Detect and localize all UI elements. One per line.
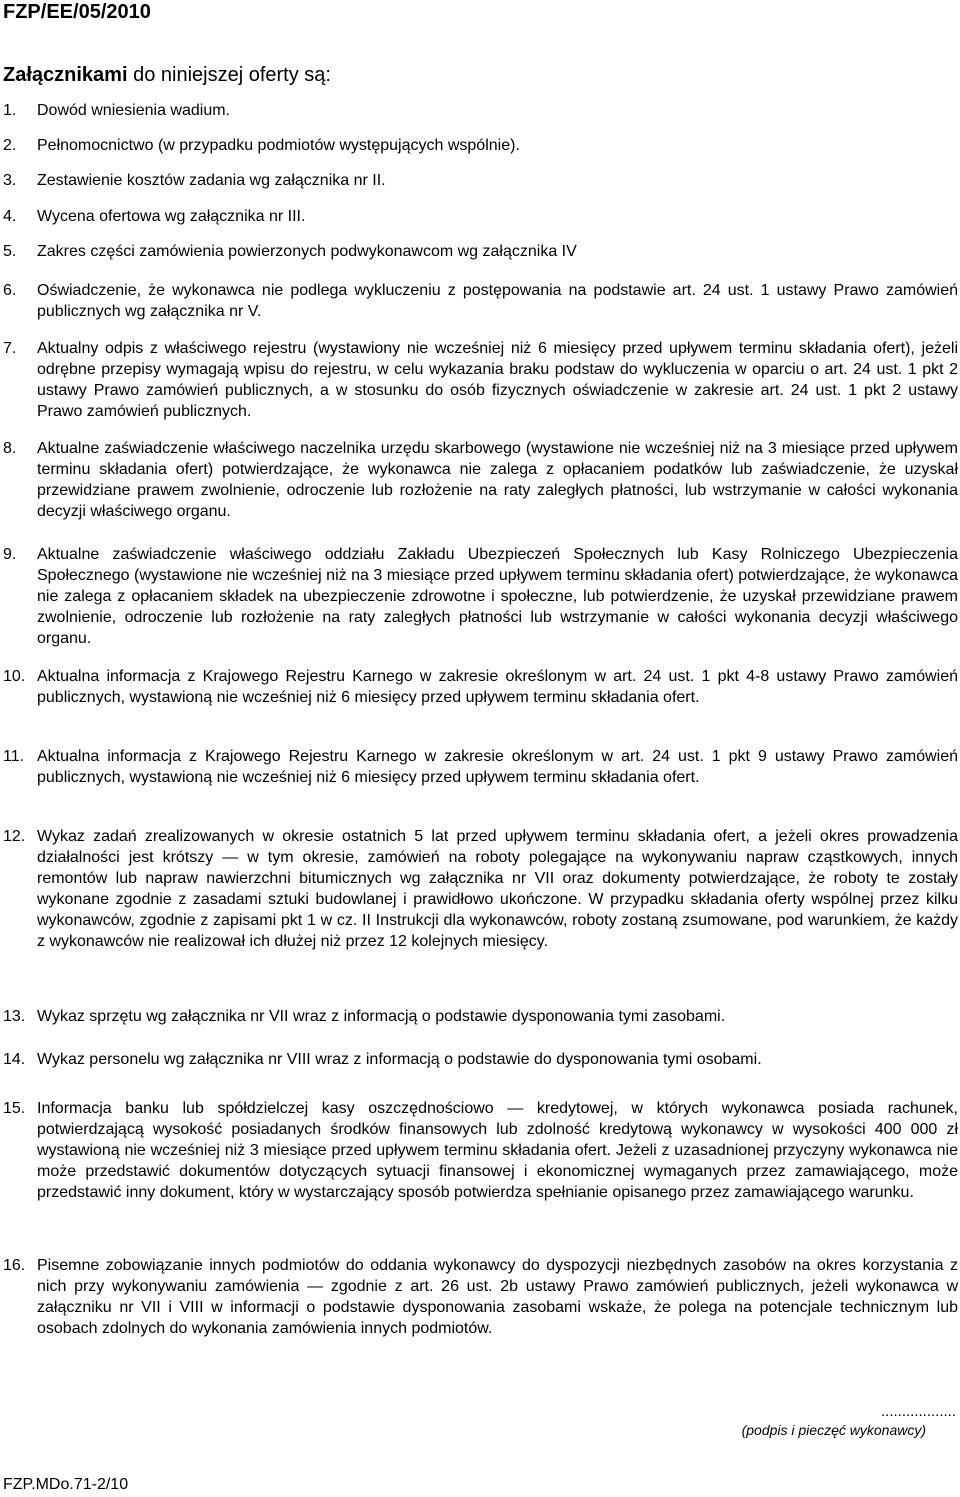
item-text: Aktualna informacja z Krajowego Rejestru Karnego w zakresie określonym w art. 24 ust. 1 pkt 4-8 ustawy Prawo zamówień publicznych, wystawioną nie wcześniej niż 6 miesięcy przed upływem terminu składania ofert. xyxy=(37,668,958,706)
item-text: Oświadczenie, że wykonawca nie podlega wykluczeniu z postępowania na podstawie art. 24 ust. 1 ustawy Prawo zamówień publicznych wg załącznika nr V. xyxy=(37,282,958,320)
list-item xyxy=(3,666,958,708)
list-item xyxy=(3,241,958,262)
item-text: Wycena ofertowa wg załącznika nr III. xyxy=(37,208,306,225)
list-item xyxy=(3,1049,958,1070)
item-text: Informacja banku lub spółdzielczej kasy oszczędnościowo — kredytowej, w których wykonawca posiada rachunek, potwierdzającą wysokość posiadanych środków finansowych lub zdolność kredytową wykonawcy w wysokości 400 000 zł wystawioną nie wcześniej niż 3 miesiące przed upływem terminu składania ofert. Jeżeli z uzasadnionej przyczyny wykonawca nie może przedstawić dokumentów dotyczących sytuacji finansowej i ekonomicznej wymaganych przez zamawiającego, może przedstawić inny dokument, który w wystarczający sposób potwierdza spełnianie opisanego przez zamawiającego warunku. xyxy=(37,1100,958,1201)
list-item xyxy=(3,826,958,952)
item-number: 16. xyxy=(3,1257,26,1274)
item-number: 7. xyxy=(3,340,17,357)
list-item xyxy=(3,438,958,522)
item-text: Zestawienie kosztów zadania wg załącznika nr II. xyxy=(37,172,386,189)
list-item xyxy=(3,135,958,156)
item-number: 1. xyxy=(3,102,17,119)
signature-line: .................. xyxy=(880,1403,956,1420)
list-item xyxy=(3,206,958,227)
item-text: Wykaz sprzętu wg załącznika nr VII wraz z informacją o podstawie dysponowania tymi zasobami. xyxy=(37,1008,726,1025)
signature-caption: (podpis i pieczęć wykonawcy) xyxy=(741,1422,926,1438)
list-item xyxy=(3,544,958,649)
item-number: 5. xyxy=(3,243,17,260)
list-item xyxy=(3,338,958,422)
list-item xyxy=(3,100,958,121)
list-item xyxy=(3,170,958,191)
footer-code: FZP.MDo.71-2/10 xyxy=(3,1476,129,1493)
item-number: 11. xyxy=(3,748,25,765)
item-text: Aktualne zaświadczenie właściwego oddziału Zakładu Ubezpieczeń Społecznych lub Kasy Rolniczego Ubezpieczenia Społecznego (wystawione nie wcześniej niż na 3 miesiące przed upływem terminu składania ofert) potwierdzające, że wykonawca nie zalega z opłacaniem składek na ubezpieczenie zdrowotne i społeczne, lub potwierdzenie, że uzyskał przewidziane prawem zwolnienie, odroczenie lub rozłożenie na raty zaległych płatności lub wstrzymanie w całości wykonania decyzji właściwego organu. xyxy=(37,546,958,647)
item-number: 6. xyxy=(3,282,17,299)
list-item xyxy=(3,746,958,788)
list-item xyxy=(3,1006,958,1027)
item-number: 15. xyxy=(3,1100,26,1117)
attachments-heading xyxy=(3,63,331,87)
document-code: FZP/EE/05/2010 xyxy=(3,1,151,23)
item-text: Aktualny odpis z właściwego rejestru (wystawiony nie wcześniej niż 6 miesięcy przed upływem terminu składania ofert), jeżeli odrębne przepisy wymagają wpisu do rejestru, w celu wykazania braku podstaw do wykluczenia w oparciu o art. 24 ust. 1 pkt 2 ustawy Prawo zamówień publicznych, a w stosunku do osób fizycznych oświadczenie w zakresie art. 24 ust. 1 pkt 2 ustawy Prawo zamówień publicznych. xyxy=(37,340,958,420)
heading-bold: Załącznikami xyxy=(3,64,128,86)
item-text: Wykaz zadań zrealizowanych w okresie ostatnich 5 lat przed upływem terminu składania ofert, a jeżeli okres prowadzenia działalności jest krótszy — w tym okresie, zamówień na roboty polegające na wykonywaniu napraw cząstkowych, innych remontów lub napraw nawierzchni bitumicznych wg załącznika nr VII oraz dokumenty potwierdzające, że roboty te zostały wykonane zgodnie z zasadami sztuki budowlanej i prawidłowo ukończone. W przypadku składania oferty wspólnej przez kilku wykonawców, zgodnie z zapisami pkt 1 w cz. II Instrukcji dla wykonawców, roboty zostaną zsumowane, pod warunkiem, że każdy z wykonawców nie realizował ich dłużej niż przez 12 kolejnych miesięcy. xyxy=(37,828,958,950)
item-number: 2. xyxy=(3,137,17,154)
item-text: Pełnomocnictwo (w przypadku podmiotów występujących wspólnie). xyxy=(37,137,520,154)
item-number: 14. xyxy=(3,1051,26,1068)
item-number: 12. xyxy=(3,828,26,845)
item-number: 3. xyxy=(3,172,17,189)
list-item xyxy=(3,1255,958,1339)
item-text: Aktualne zaświadczenie właściwego naczelnika urzędu skarbowego (wystawione nie wcześniej niż na 3 miesiące przed upływem terminu składania ofert) potwierdzające, że wykonawca nie zalega z opłacaniem podatków lub zaświadczenie, że uzyskał przewidziane prawem zwolnienie, odroczenie lub rozłożenie na raty zaległych płatności, lub wstrzymanie w całości wykonania decyzji właściwego organu. xyxy=(37,440,958,520)
item-number: 8. xyxy=(3,440,17,457)
item-text: Zakres części zamówienia powierzonych podwykonawcom wg załącznika IV xyxy=(37,243,577,260)
heading-rest: do niniejszej oferty są: xyxy=(127,64,331,86)
item-number: 4. xyxy=(3,208,17,225)
item-number: 13. xyxy=(3,1008,26,1025)
item-text: Aktualna informacja z Krajowego Rejestru Karnego w zakresie określonym w art. 24 ust. 1 pkt 9 ustawy Prawo zamówień publicznych, wystawioną nie wcześniej niż 6 miesięcy przed upływem terminu składania ofert. xyxy=(37,748,958,786)
item-number: 10. xyxy=(3,668,26,685)
list-item xyxy=(3,1098,958,1203)
item-number: 9. xyxy=(3,546,17,563)
item-text: Wykaz personelu wg załącznika nr VIII wraz z informacją o podstawie do dysponowania tymi osobami. xyxy=(37,1051,762,1068)
list-item xyxy=(3,280,958,322)
item-text: Pisemne zobowiązanie innych podmiotów do oddania wykonawcy do dyspozycji niezbędnych zasobów na okres korzystania z nich przy wykonywaniu zamówienia — zgodnie z art. 26 ust. 2b ustawy Prawo zamówień publicznych, jeżeli wykonawca w załączniku nr VII i VIII w informacji o podstawie dysponowania zasobami wskaże, że polega na potencjale technicznym lub osobach zdolnych do wykonania zamówienia innych podmiotów. xyxy=(37,1257,958,1337)
item-text: Dowód wniesienia wadium. xyxy=(37,102,230,119)
